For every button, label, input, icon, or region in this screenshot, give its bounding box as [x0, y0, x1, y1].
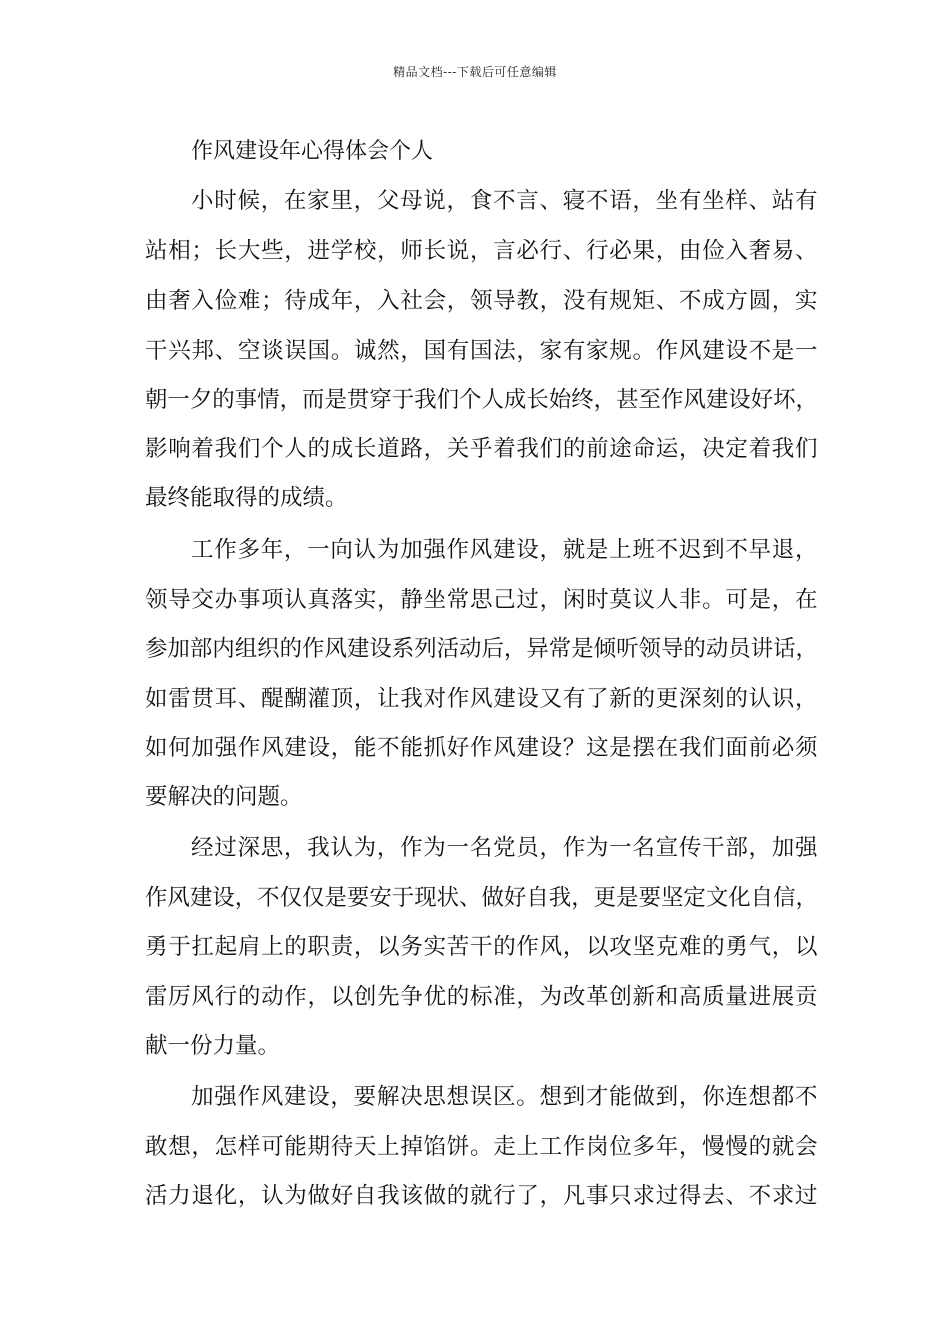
- page-header: 精品文档---下载后可任意编辑: [393, 65, 557, 79]
- text-line: 勇于扛起肩上的职责，以务实苦干的作风，以攻坚克难的勇气，以: [145, 934, 819, 960]
- text-line: 小时候，在家里，父母说，食不言、寝不语，坐有坐样、站有: [191, 188, 819, 214]
- text-line: 工作多年，一向认为加强作风建设，就是上班不迟到不早退，: [191, 537, 819, 563]
- text-line: 如何加强作风建设，能不能抓好作风建设？这是摆在我们面前必须: [145, 735, 819, 761]
- text-line: 由奢入俭难；待成年，入社会，领导教，没有规矩、不成方圆，实: [145, 288, 819, 314]
- text-line: 干兴邦、空谈误国。诚然，国有国法，家有家规。作风建设不是一: [145, 338, 819, 364]
- text-line: 如雷贯耳、醍醐灌顶，让我对作风建设又有了新的更深刻的认识，: [145, 686, 819, 712]
- text-line: 活力退化，认为做好自我该做的就行了，凡事只求过得去、不求过: [145, 1183, 819, 1209]
- text-line: 参加部内组织的作风建设系列活动后，异常是倾听领导的动员讲话，: [145, 636, 818, 662]
- text-line: 最终能取得的成绩。: [145, 485, 348, 511]
- text-line: 领导交办事项认真落实，静坐常思己过，闲时莫议人非。可是，在: [145, 587, 819, 613]
- text-line: 朝一夕的事情，而是贯穿于我们个人成长始终，甚至作风建设好坏，: [145, 387, 818, 413]
- text-line: 作风建设，不仅仅是要安于现状、做好自我，更是要坚定文化自信，: [145, 885, 818, 911]
- text-line: 要解决的问题。: [145, 784, 303, 810]
- text-line: 加强作风建设，要解决思想误区。想到才能做到，你连想都不: [191, 1084, 819, 1110]
- text-line: 影响着我们个人的成长道路，关乎着我们的前途命运，决定着我们: [145, 436, 819, 462]
- text-line: 献一份力量。: [145, 1033, 281, 1059]
- text-line: 敢想，怎样可能期待天上掉馅饼。走上工作岗位多年，慢慢的就会: [145, 1134, 819, 1160]
- text-line: 站相；长大些，进学校，师长说，言必行、行必果，由俭入奢易、: [145, 238, 819, 264]
- document-title: 作风建设年心得体会个人: [191, 139, 434, 164]
- text-line: 雷厉风行的动作，以创先争优的标准，为改革创新和高质量进展贡: [145, 984, 819, 1010]
- text-line: 经过深思，我认为，作为一名党员，作为一名宣传干部，加强: [191, 835, 819, 861]
